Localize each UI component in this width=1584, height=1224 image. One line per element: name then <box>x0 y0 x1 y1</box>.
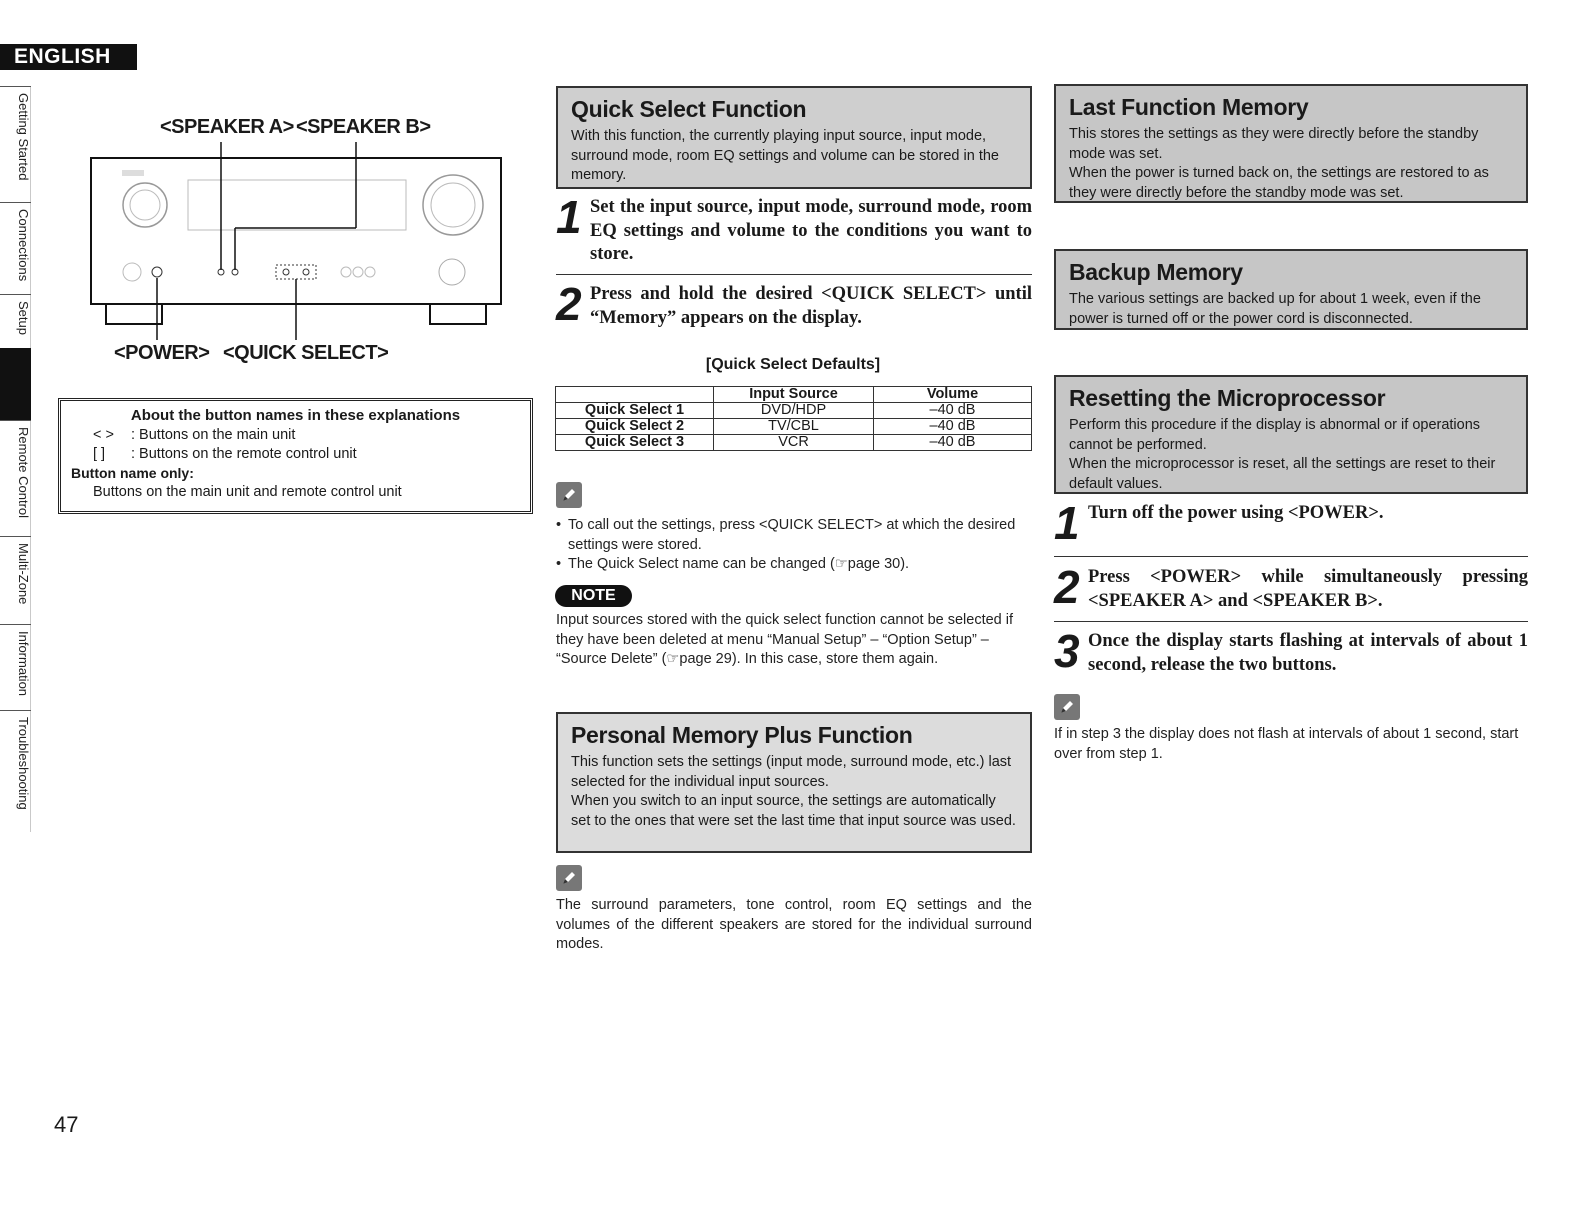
main-unit-text: : Buttons on the main unit <box>131 427 296 443</box>
table-cell: TV/CBL <box>714 419 874 435</box>
quick-select-box <box>556 86 1032 189</box>
quick-select-step-2 <box>556 278 1032 330</box>
resetting-box <box>1054 375 1528 494</box>
button-name-only-text: Buttons on the main unit and remote control unit <box>93 484 402 500</box>
tip-text: The Quick Select name can be changed (☞page 30). <box>568 556 910 572</box>
divider <box>1054 621 1528 622</box>
divider <box>1054 556 1528 557</box>
tab-connections[interactable]: Connections <box>0 202 31 294</box>
button-name-only-label: Button name only: <box>71 465 194 481</box>
step-text: Turn off the power using <POWER>. <box>1088 503 1384 523</box>
speaker-a-label: <SPEAKER A> <box>160 116 294 138</box>
step-number: 1 <box>556 191 582 243</box>
language-tag: ENGLISH <box>0 44 137 70</box>
tab-remote-control[interactable]: Remote Control <box>0 420 31 536</box>
button-names-row <box>71 445 520 464</box>
resetting-body-1: Perform this procedure if the display is abnormal or if operations cannot be performed. <box>1069 417 1481 453</box>
step-number: 2 <box>556 278 582 330</box>
reset-step-1 <box>1054 497 1528 549</box>
step-text: Set the input source, input mode, surround mode, room EQ settings and volume to the conditions you want to store. <box>590 197 1032 264</box>
personal-memory-box <box>556 712 1032 853</box>
backup-memory-box <box>1054 249 1528 330</box>
reset-step-3 <box>1054 625 1528 677</box>
button-names-box <box>58 398 533 514</box>
quick-select-title: Quick Select Function <box>571 96 807 122</box>
personal-memory-title: Personal Memory Plus Function <box>571 722 913 748</box>
list-item: • The Quick Select name can be changed (☞page 30). <box>556 555 1032 575</box>
pencil-icon <box>1054 694 1080 720</box>
quick-select-step-1 <box>556 191 1032 267</box>
resetting-body-2: When the microprocessor is reset, all the settings are reset to their default values. <box>1069 456 1496 492</box>
table-header: Input Source <box>714 387 874 403</box>
speaker-b-label: <SPEAKER B> <box>296 116 431 138</box>
step-number: 1 <box>1054 497 1080 549</box>
table-cell: Quick Select 1 <box>556 403 714 419</box>
personal-memory-body-2: When you switch to an input source, the settings are automatically set to the ones that were set the last time that input source was used. <box>571 793 1016 829</box>
last-function-box <box>1054 84 1528 203</box>
divider <box>556 274 1032 275</box>
receiver-illustration <box>60 100 530 380</box>
power-label: <POWER> <box>114 342 210 364</box>
remote-text: : Buttons on the remote control unit <box>131 446 357 462</box>
button-names-title: About the button names in these explanations <box>130 407 461 424</box>
backup-memory-title: Backup Memory <box>1069 259 1243 285</box>
tip-text: To call out the settings, press <QUICK SELECT> at which the desired settings were stored. <box>568 517 1016 553</box>
section-tabs <box>0 86 31 832</box>
personal-memory-body-1: This function sets the settings (input mode, surround mode, etc.) last selected for the individual input sources. <box>571 754 1012 790</box>
last-function-body-1: This stores the settings as they were directly before the standby mode was set. <box>1069 126 1479 162</box>
remote-symbol: [ ] <box>93 446 106 462</box>
table-row <box>556 403 1032 419</box>
quick-select-tips <box>556 516 1032 575</box>
table-row <box>556 435 1032 451</box>
list-item: • To call out the settings, press <QUICK SELECT> at which the desired settings were stored. <box>556 516 1032 555</box>
tab-troubleshooting[interactable]: Troubleshooting <box>0 710 31 832</box>
table-cell: –40 dB <box>874 403 1032 419</box>
step-number: 3 <box>1054 625 1080 677</box>
table-cell: DVD/HDP <box>714 403 874 419</box>
table-header: Volume <box>874 387 1032 403</box>
table-cell: –40 dB <box>874 435 1032 451</box>
table-cell: Quick Select 3 <box>556 435 714 451</box>
last-function-title: Last Function Memory <box>1069 94 1309 120</box>
page-number: 47 <box>54 1112 79 1137</box>
quick-select-defaults-table <box>555 386 1032 451</box>
step-number: 2 <box>1054 561 1080 613</box>
tab-setup[interactable]: Setup <box>0 294 31 348</box>
step-text: Press and hold the desired <QUICK SELECT> until “Memory” appears on the display. <box>590 284 1032 328</box>
step-text: Press <POWER> while simultaneously pressing <SPEAKER A> and <SPEAKER B>. <box>1088 567 1528 611</box>
pencil-icon <box>556 865 582 891</box>
reset-step-2 <box>1054 561 1528 613</box>
button-names-row <box>71 426 520 445</box>
tab-getting-started[interactable]: Getting Started <box>0 86 31 202</box>
note-badge: NOTE <box>555 585 632 607</box>
personal-memory-note: The surround parameters, tone control, room EQ settings and the volumes of the different speakers are stored for the individual surround modes. <box>556 897 1032 952</box>
table-header <box>556 387 714 403</box>
step-text: Once the display starts flashing at intervals of about 1 second, release the two buttons. <box>1088 631 1528 675</box>
quick-select-label: <QUICK SELECT> <box>223 342 389 364</box>
last-function-body-2: When the power is turned back on, the settings are restored to as they were directly before the standby mode was set. <box>1069 165 1489 201</box>
backup-memory-body: The various settings are backed up for about 1 week, even if the power is turned off or the power cord is disconnected. <box>1069 291 1481 327</box>
main-unit-symbol: < > <box>93 427 114 443</box>
table-cell: –40 dB <box>874 419 1032 435</box>
pencil-icon <box>556 482 582 508</box>
quick-select-note: Input sources stored with the quick select function cannot be selected if they have been deleted at menu “Manual Setup” – “Option Setup” – “Source Delete” (☞page 29). In this case, store them again. <box>556 612 1014 667</box>
tab-current-indicator <box>0 348 31 420</box>
tab-information[interactable]: Information <box>0 624 31 710</box>
defaults-table-title: [Quick Select Defaults] <box>705 356 881 373</box>
table-cell: VCR <box>714 435 874 451</box>
reset-note: If in step 3 the display does not flash at intervals of about 1 second, start over from step 1. <box>1054 726 1519 762</box>
table-row <box>556 419 1032 435</box>
tab-multi-zone[interactable]: Multi-Zone <box>0 536 31 624</box>
quick-select-description: With this function, the currently playing input source, input mode, surround mode, room EQ settings and volume can be stored in the memory. <box>571 128 999 183</box>
resetting-title: Resetting the Microprocessor <box>1069 385 1386 411</box>
table-cell: Quick Select 2 <box>556 419 714 435</box>
table-header-row <box>556 387 1032 403</box>
front-panel-diagram <box>60 100 530 380</box>
